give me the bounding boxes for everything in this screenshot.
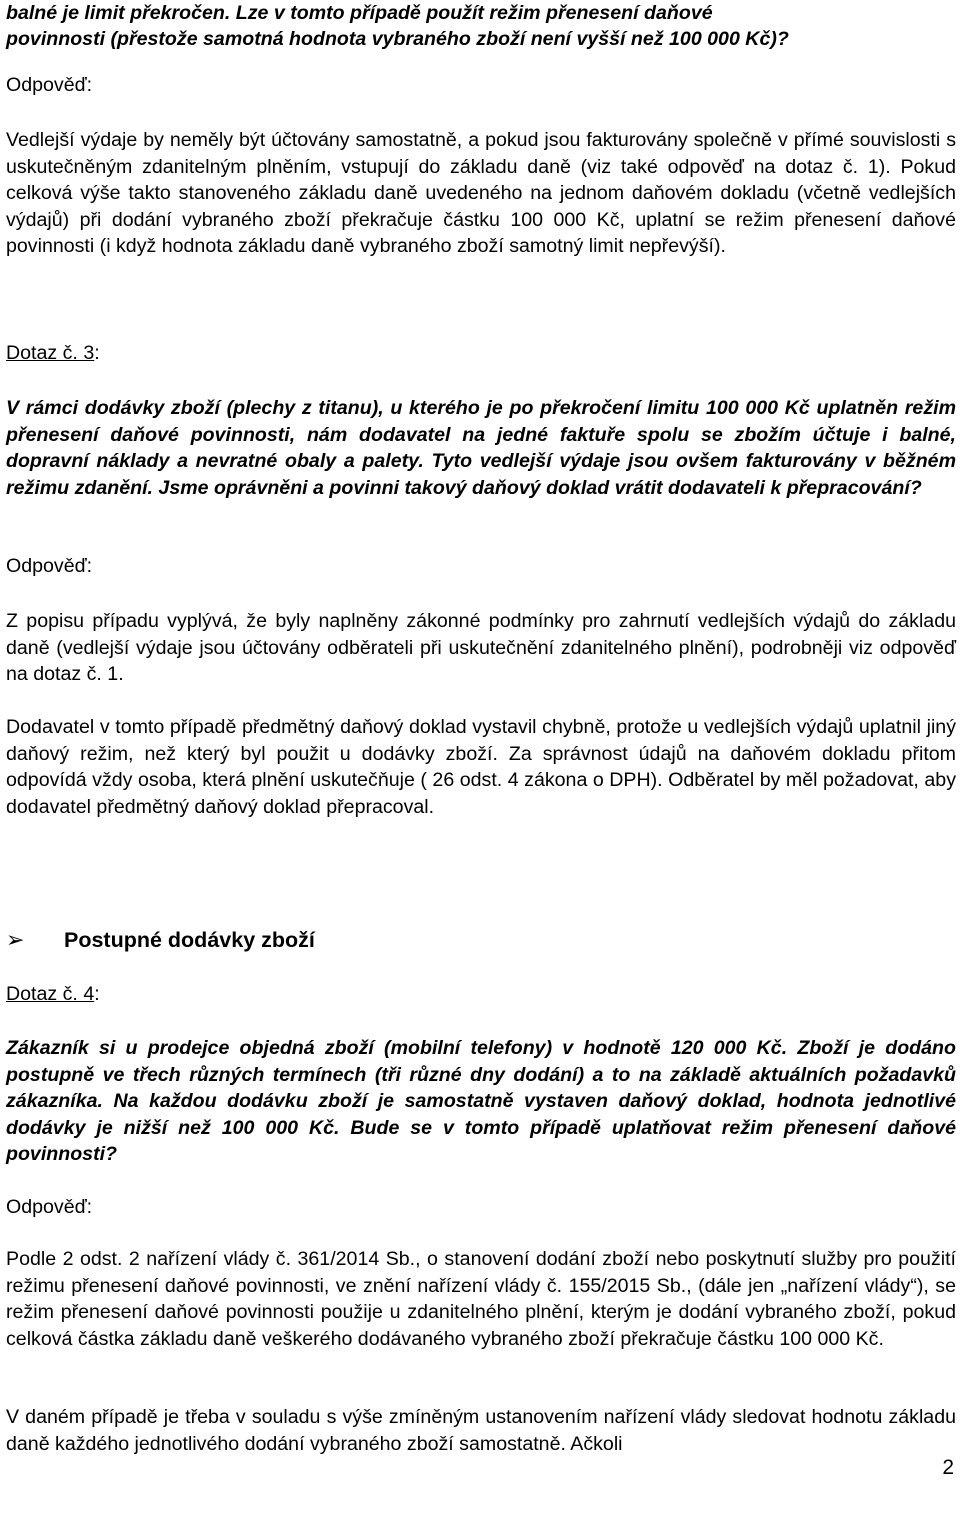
arrow-bullet-icon: ➢ (6, 927, 25, 952)
section-title: Postupné dodávky zboží (64, 928, 315, 952)
dotaz-3-label: Dotaz č. 3 (6, 342, 95, 364)
dotaz-4-answer-paragraph-2: V daném případě je třeba v souladu s výše zmíněným ustanovením nařízení vlády sledovat hodnotu základu daně každého jednotlivého dodání vybraného zboží samostatně. Ačkoli (6, 1406, 956, 1455)
question-continuation-line-2: povinnosti (přestože samotná hodnota vybraného zboží není vyšší než 100 000 Kč)? (6, 28, 789, 50)
dotaz-4-answer-paragraph-1: Podle 2 odst. 2 nařízení vlády č. 361/2014 Sb., o stanovení dodání zboží nebo poskytnutí služby pro použití režimu přenesení daňové povinnosti, ve znění nařízení vlády č. 155/2015 Sb., (dále jen „nařízení vlády“), se režim přenesení daňové povinnosti použije u zdanitelného plnění, kterým je dodání vybraného zboží, pokud celková částka základu daně veškerého dodávaného vybraného zboží překračuje částku 100 000 Kč. (6, 1248, 956, 1350)
answer-1-paragraph: Vedlejší výdaje by neměly být účtovány samostatně, a pokud jsou fakturovány společně v přímé souvislosti s uskutečněným zdanitelným plněním, vstupují do základu daně (viz také odpověď na dotaz č. 1). Pokud celková výše takto stanoveného základu daně uvedeného na jednom daňovém dokladu (včetně vedlejších výdajů) při dodání vybraného zboží překračuje částku 100 000 Kč, uplatní se režim přenesení daňové povinnosti (i když hodnota základu daně vybraného zboží samotný limit nepřevýší). (6, 129, 956, 257)
answer-label: Odpověď: (6, 74, 93, 96)
dotaz-3-colon: : (94, 342, 100, 364)
dotaz-3-question: V rámci dodávky zboží (plechy z titanu), u kterého je po překročení limitu 100 000 Kč uplatněn režim přenesení daňové povinnosti, nám dodavatel na jedné faktuře spolu se zbožím účtuje i balné, dopravní náklady a nevratné obaly a palety. Tyto vedlejší výdaje jsou ovšem fakturovány v běžném režimu zdanění. Jsme oprávněni a povinni takový daňový doklad vrátit dodavateli k přepracování? (6, 397, 956, 499)
dotaz-3-heading (6, 340, 956, 367)
dotaz-4-heading (6, 981, 956, 1008)
page-number: 2 (942, 1456, 954, 1479)
answer-label: Odpověď: (6, 555, 93, 577)
answer-label: Odpověď: (6, 1196, 93, 1218)
dotaz-4-label: Dotaz č. 4 (6, 983, 95, 1005)
dotaz-3-answer-paragraph-1: Z popisu případu vyplývá, že byly naplněny zákonné podmínky pro zahrnutí vedlejších výdajů do základu daně (vedlejší výdaje jsou účtovány odběrateli při uskutečnění zdanitelného plnění), podrobněji viz odpověď na dotaz č. 1. (6, 610, 956, 685)
dotaz-3-answer-paragraph-2: Dodavatel v tomto případě předmětný daňový doklad vystavil chybně, protože u vedlejších výdajů uplatnil jiný daňový režim, než který byl použit u dodávky zboží. Za správnost údajů na daňovém dokladu přitom odpovídá vždy osoba, která plnění uskutečňuje ( 26 odst. 4 zákona o DPH). Odběratel by měl požadovat, aby dodavatel předmětný daňový doklad přepracoval. (6, 716, 956, 818)
question-continuation-line-1: balné je limit překročen. Lze v tomto případě použít režim přenesení daňové (6, 2, 713, 24)
dotaz-4-colon: : (94, 983, 100, 1005)
section-heading (6, 926, 315, 954)
dotaz-4-question: Zákazník si u prodejce objedná zboží (mobilní telefony) v hodnotě 120 000 Kč. Zboží je dodáno postupně ve třech různých termínech (tři různé dny dodání) a to na základě aktuálních požadavků zákazníka. Na každou dodávku zboží je samostatně vystaven daňový doklad, hodnota jednotlivé dodávky je nižší než 100 000 Kč. Bude se v tomto případě uplatňovat režim přenesení daňové povinnosti? (6, 1037, 956, 1165)
